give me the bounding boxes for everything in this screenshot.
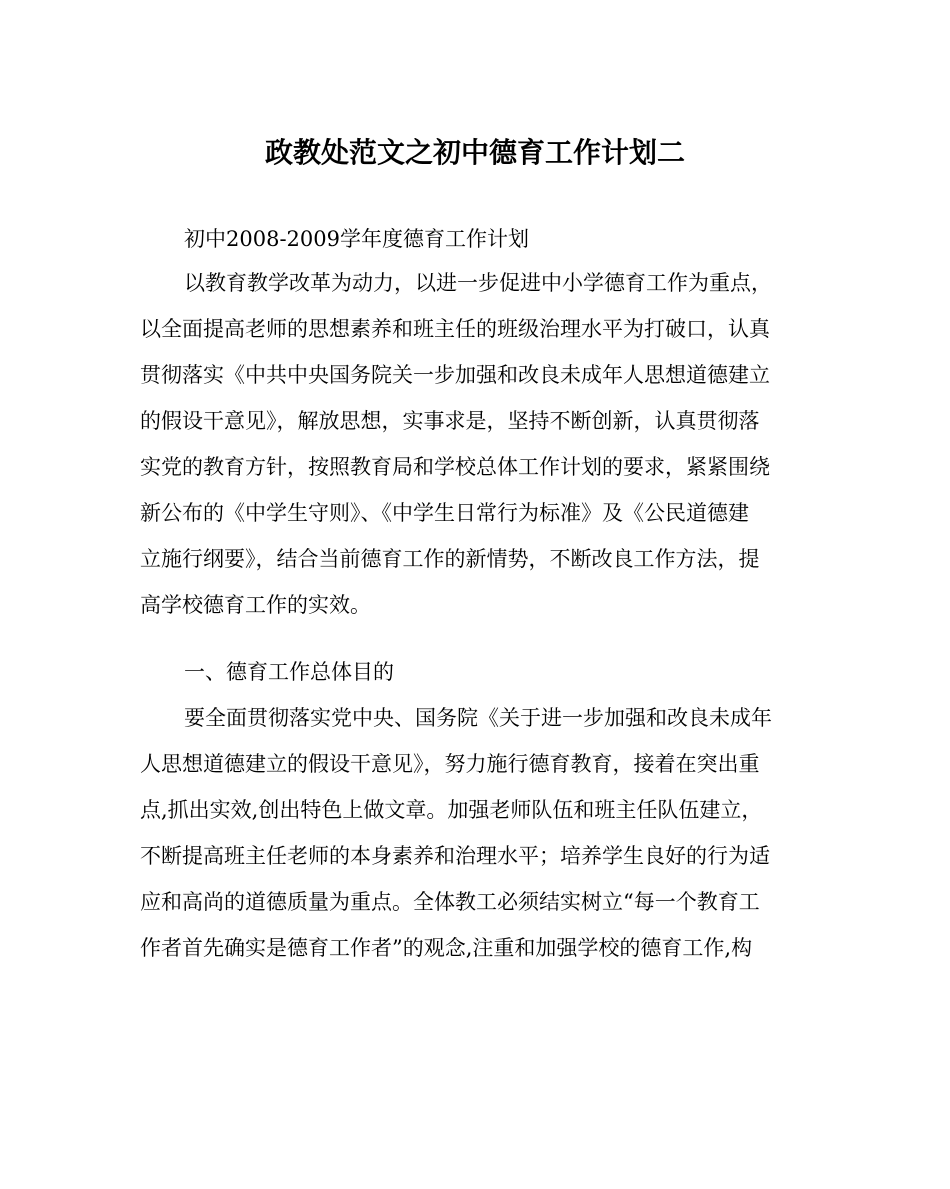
paragraph-line: 立施行纲要》，结合当前德育工作的新情势，不断改良工作方法，提: [140, 547, 760, 571]
paragraph-line: 高学校德育工作的实效。: [140, 593, 371, 617]
paragraph-line: 的假设干意见》，解放思想，实事求是，坚持不断创新，认真贯彻落: [140, 409, 760, 433]
paragraph-line: 点,抓出实效,创出特色上做文章。加强老师队伍和班主任队伍建立，: [140, 798, 763, 822]
section-heading: 一、德育工作总体目的: [184, 660, 394, 684]
paragraph-line: 实党的教育方针，按照教育局和学校总体工作计划的要求，紧紧围绕: [140, 455, 770, 479]
paragraph-line: 应和高尚的道德质量为重点。全体教工必须结实树立“每一个教育工: [140, 890, 760, 914]
paragraph-line: 作者首先确实是德育工作者”的观念,注重和加强学校的德育工作,构: [140, 936, 753, 960]
paragraph-line: 以教育教学改革为动力，以进一步促进中小学德育工作为重点，: [184, 271, 772, 295]
paragraph-line: 贯彻落实《中共中央国务院关一步加强和改良未成年人思想道德建立: [140, 363, 770, 387]
subtitle-line: 初中2008-2009学年度德育工作计划: [184, 227, 529, 251]
paragraph-line: 以全面提高老师的思想素养和班主任的班级治理水平为打破口，认真: [140, 317, 770, 341]
document-title: 政教处范文之初中德育工作计划二: [264, 136, 685, 169]
paragraph-line: 人思想道德建立的假设干意见》，努力施行德育教育，接着在突出重: [140, 752, 760, 776]
paragraph-line: 要全面贯彻落实党中央、国务院《关于进一步加强和改良未成年: [184, 706, 772, 730]
paragraph-line: 新公布的《中学生守则》、《中学生日常行为标准》及《公民道德建: [140, 501, 749, 525]
paragraph-line: 不断提高班主任老师的本身素养和治理水平；培养学生良好的行为适: [140, 844, 770, 868]
